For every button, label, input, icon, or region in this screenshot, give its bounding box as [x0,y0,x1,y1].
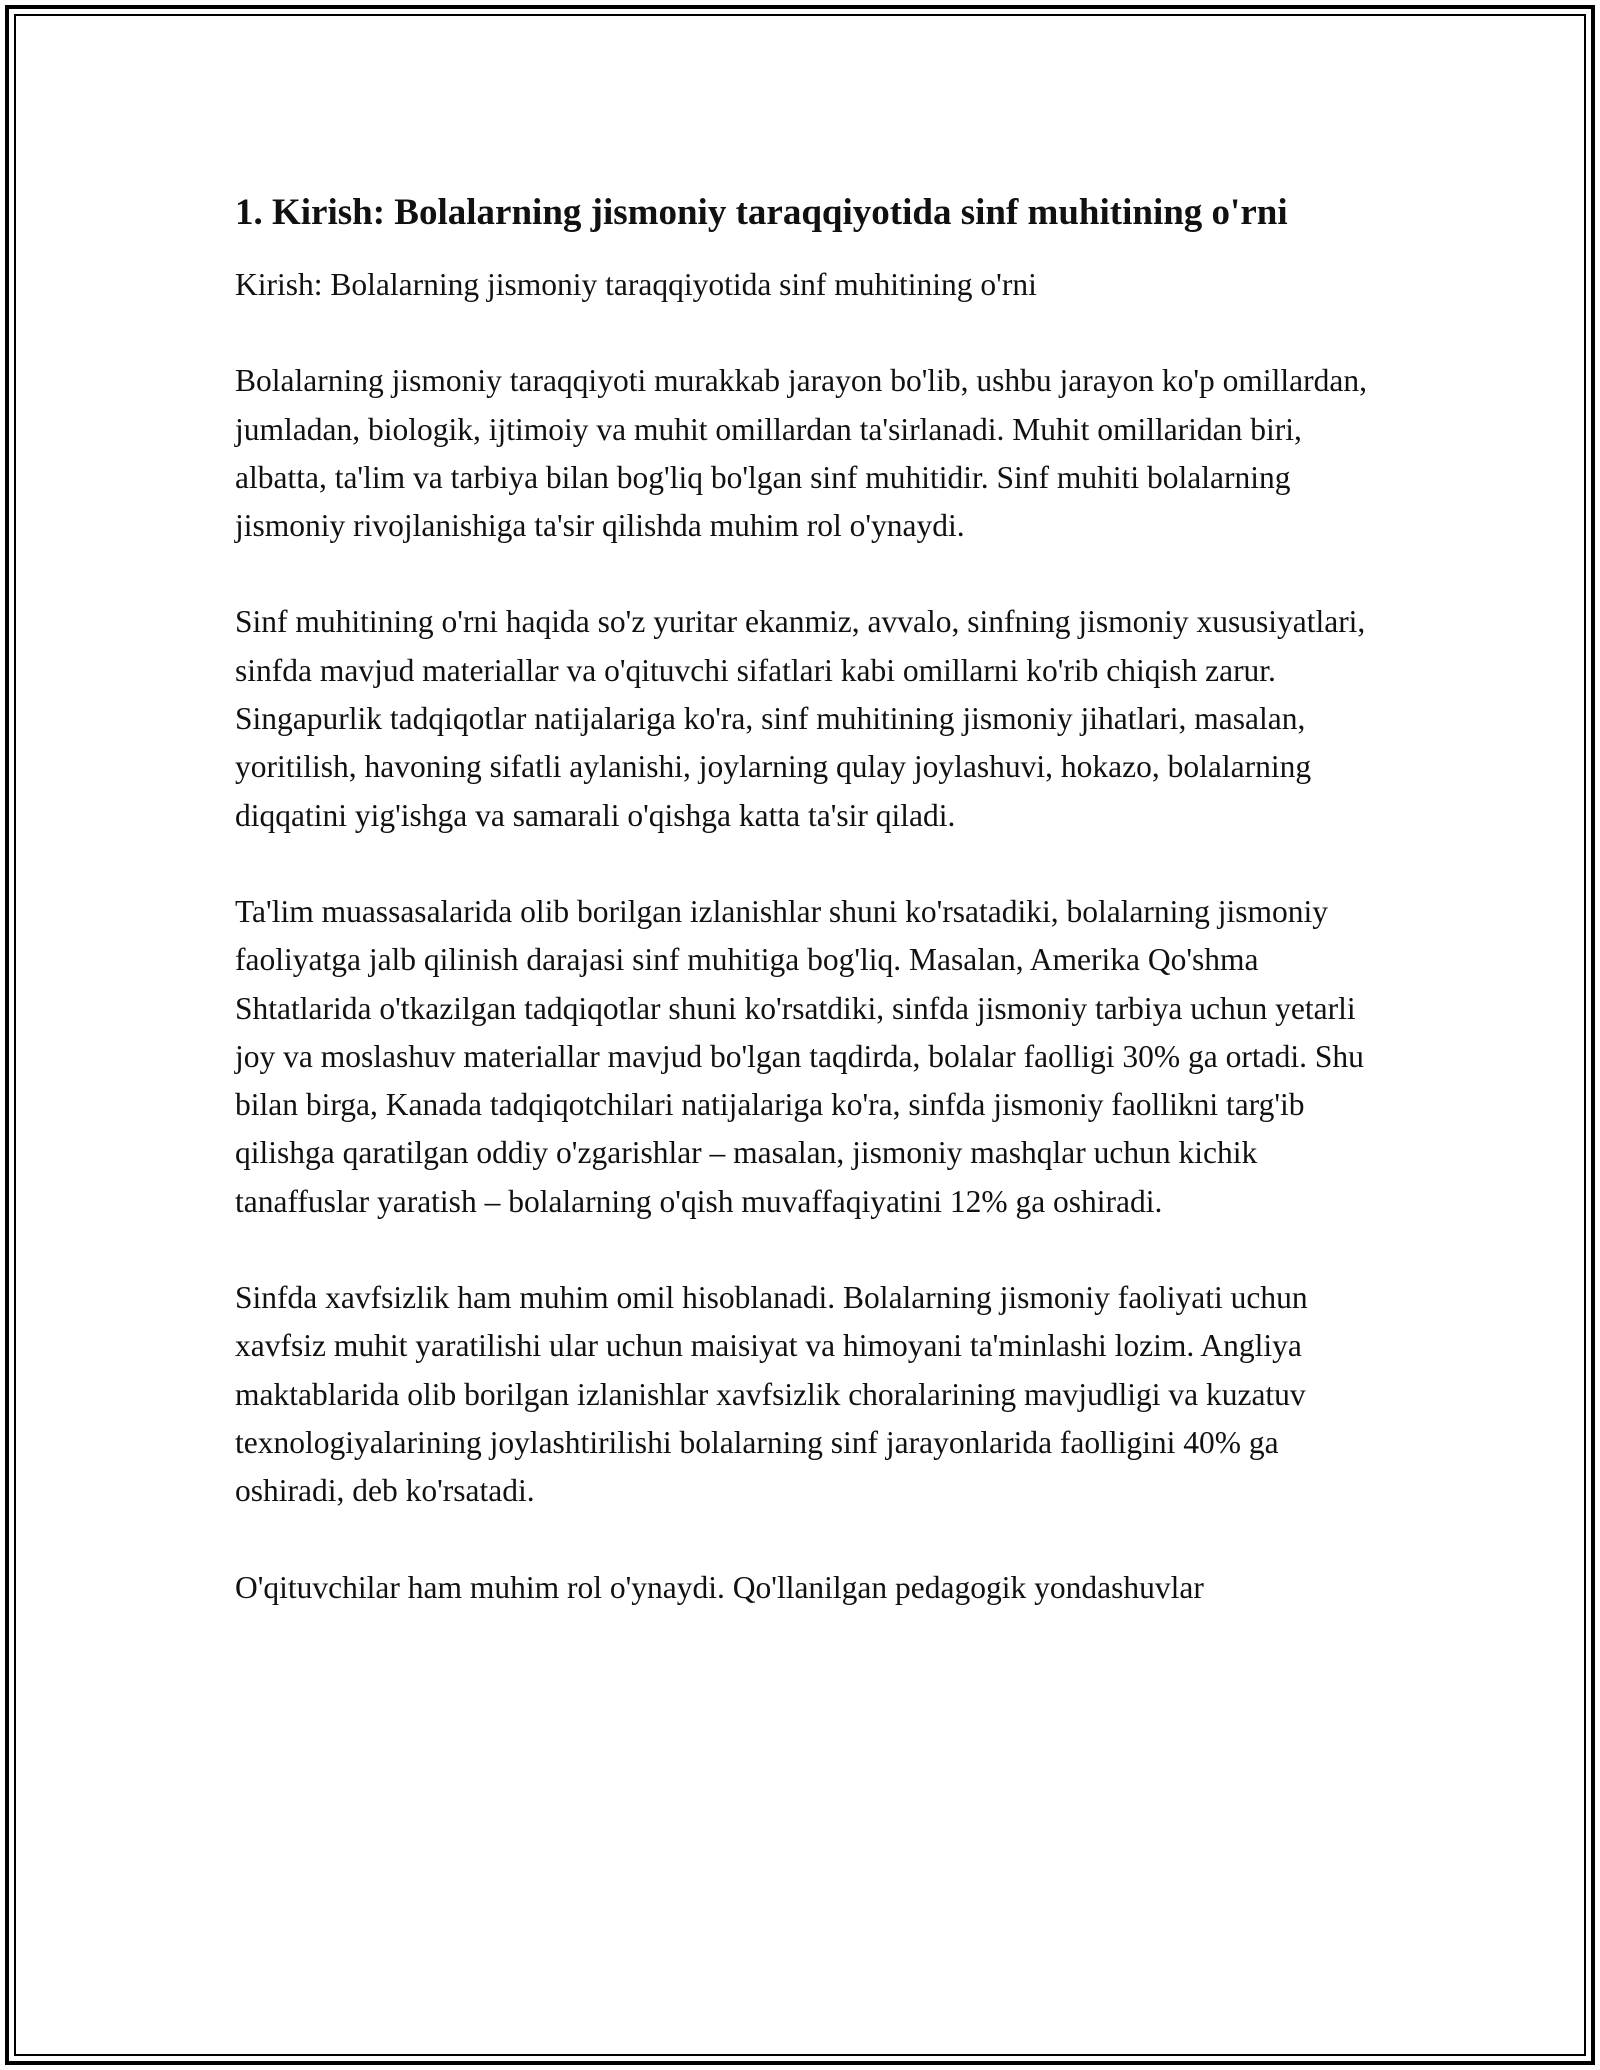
paragraph-2: Sinf muhitining o'rni haqida so'z yuritar ekanmiz, avvalo, sinfning jismoniy xususiyatlari, sinfda mavjud materiallar va o'qituvchi sifatlari kabi omillarni ko'rib chiqish zarur. Singapurlik tadqiqotlar natijalariga ko'ra, sinf muhitining jismoniy jihatlari, masalan, yoritilish, havoning sifatli aylanishi, joylarning qulay joylashuvi, hokazo, bolalarning diqqatini yig'ishga va samarali o'qishga katta ta'sir qiladi. [235,604,1366,833]
paragraph-5: O'qituvchilar ham muhim rol o'ynaydi. Qo'llanilgan pedagogik yondashuvlar [235,1569,1204,1605]
paragraph-3: Ta'lim muassasalarida olib borilgan izlanishlar shuni ko'rsatadiki, bolalarning jismoniy faoliyatga jalb qilinish darajasi sinf muhitiga bog'liq. Masalan, Amerika Qo'shma Shtatlarida o'tkazilgan tadqiqotlar shuni ko'rsatdiki, sinfda jismoniy tarbiya uchun yetarli joy va moslashuv materiallar mavjud bo'lgan taqdirda, bolalar faolligi 30% ga ortadi. Shu bilan birga, Kanada tadqiqotchilari natijalariga ko'ra, sinfda jismoniy faollikni targ'ib qilishga qaratilgan oddiy o'zgarishlar – masalan, jismoniy mashqlar uchun kichik tanaffuslar yaratish – bolalarning o'qish muvaffaqiyatini 12% ga oshiradi. [235,893,1364,1219]
document-subtitle: Kirish: Bolalarning jismoniy taraqqiyotida sinf muhitining o'rni [235,267,1037,302]
document-title: 1. Kirish: Bolalarning jismoniy taraqqiyotida sinf muhitining o'rni [235,192,1288,233]
paragraph-1: Bolalarning jismoniy taraqqiyoti murakkab jarayon bo'lib, ushbu jarayon ko'p omillardan, jumladan, biologik, ijtimoiy va muhit omillardan ta'sirlanadi. Muhit omillaridan biri, albatta, ta'lim va tarbiya bilan bog'liq bo'lgan sinf muhitidir. Sinf muhiti bolalarning jismoniy rivojlanishiga ta'sir qilishda muhim rol o'ynaydi. [235,363,1368,544]
document-body [235,186,1375,1612]
paragraph-4: Sinfda xavfsizlik ham muhim omil hisoblanadi. Bolalarning jismoniy faoliyati uchun xavfsiz muhit yaratilishi ular uchun maisiyat va himoyani ta'minlashi lozim. Angliya maktablarida olib borilgan izlanishlar xavfsizlik choralarining mavjudligi va kuzatuv texnologiyalarining joylashtirilishi bolalarning sinf jarayonlarida faolligini 40% ga oshiradi, deb ko'rsatadi. [235,1280,1308,1509]
